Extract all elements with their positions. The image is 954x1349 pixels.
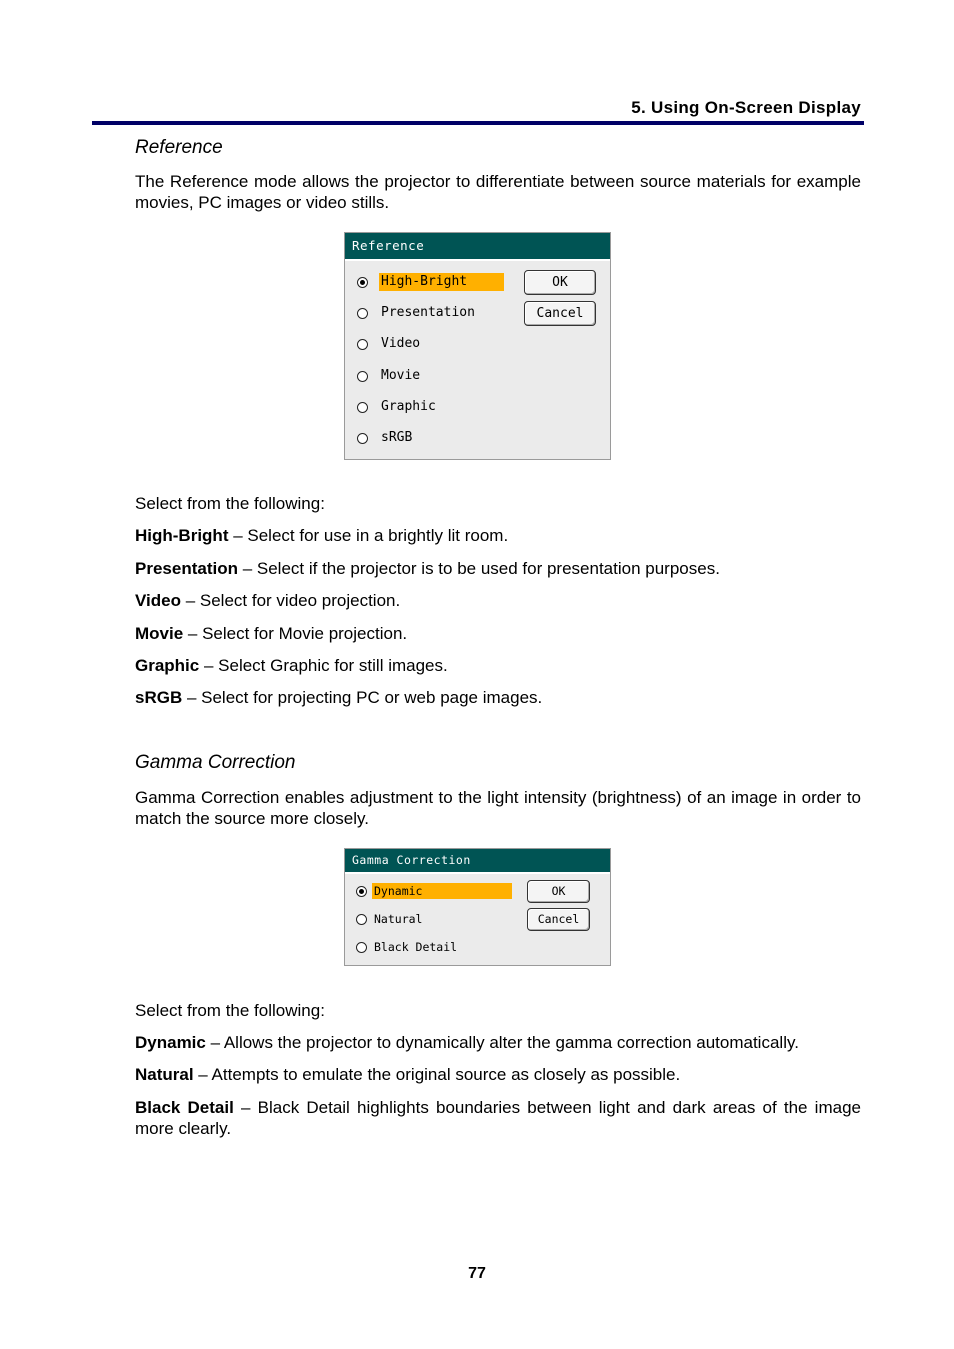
cancel-button[interactable]: Cancel [524,301,596,326]
reference-option-presentation[interactable] [357,304,477,322]
radio-icon[interactable] [357,339,368,350]
description: – Select for Movie projection. [183,624,408,643]
gamma-option-natural[interactable] [356,911,424,927]
term: Graphic [135,656,200,675]
description: – Black Detail highlights boundaries between light and dark areas of the image more clearly. [135,1098,861,1138]
gamma-select-text: Select from the following: [135,1001,325,1020]
description: – Select for video projection. [180,591,401,610]
reference-option-srgb[interactable] [357,429,414,447]
reference-select-text: Select from the following: [135,494,325,513]
description: – Allows the projector to dynamically alter the gamma correction automatically. [205,1033,799,1052]
option-label: Video [381,336,421,351]
gamma-intro: Gamma Correction enables adjustment to the light intensity (brightness) of an image in order to match the source more closely. [135,788,861,828]
page-number: 77 [468,1265,486,1282]
radio-selected-icon[interactable] [356,886,367,897]
gamma-dialog [344,848,611,966]
radio-icon[interactable] [357,308,368,319]
option-label: Black Detail [374,940,458,954]
option-label: Movie [381,368,421,383]
term: sRGB [135,688,183,707]
reference-option-movie[interactable] [357,367,422,385]
radio-icon[interactable] [356,942,367,953]
cancel-button[interactable]: Cancel [527,908,590,931]
reference-option-high-bright[interactable] [357,273,504,291]
option-label: High-Bright [379,273,504,291]
radio-icon[interactable] [357,433,368,444]
term: Presentation [135,559,238,578]
radio-icon[interactable] [357,402,368,413]
reference-option-graphic[interactable] [357,398,438,416]
term: High-Bright [135,526,229,545]
running-header: 5. Using On-Screen Display [631,98,861,117]
reference-item-video [135,590,400,611]
gamma-option-black-detail[interactable] [356,939,459,955]
reference-heading: Reference [135,137,223,158]
ok-button[interactable]: OK [524,270,596,295]
option-label: Natural [374,912,423,926]
radio-icon[interactable] [357,371,368,382]
term: Natural [135,1065,194,1084]
description: – Attempts to emulate the original source as closely as possible. [193,1065,681,1084]
term: Black Detail [135,1098,234,1117]
description: – Select for use in a brightly lit room. [228,526,509,545]
gamma-dialog-title: Gamma Correction [345,849,610,872]
reference-dialog [344,232,611,460]
reference-dialog-title: Reference [345,233,610,259]
gamma-heading: Gamma Correction [135,752,296,773]
option-label: sRGB [381,430,413,445]
gamma-item-black-detail [135,1097,861,1139]
radio-selected-icon[interactable] [357,277,368,288]
reference-option-video[interactable] [357,335,422,353]
description: – Select Graphic for still images. [199,656,448,675]
term: Video [135,591,181,610]
option-label: Graphic [381,399,436,414]
term: Movie [135,624,184,643]
gamma-item-natural [135,1064,680,1085]
reference-intro: The Reference mode allows the projector to differentiate between source materials for example movies, PC images or video stills. [135,172,861,212]
header-rule [92,121,864,125]
gamma-option-dynamic[interactable] [356,883,512,899]
option-label: Dynamic [372,883,512,899]
description: – Select if the projector is to be used for presentation purposes. [237,559,720,578]
reference-item-srgb [135,687,542,708]
term: Dynamic [135,1033,206,1052]
dialog-separator [345,872,610,874]
option-label: Presentation [381,305,475,320]
reference-item-graphic [135,655,448,676]
dialog-separator [345,259,610,261]
reference-item-movie [135,623,407,644]
ok-button[interactable]: OK [527,880,590,903]
reference-item-high-bright [135,525,508,546]
radio-icon[interactable] [356,914,367,925]
gamma-item-dynamic [135,1032,799,1053]
description: – Select for projecting PC or web page images. [182,688,543,707]
reference-item-presentation [135,558,720,579]
